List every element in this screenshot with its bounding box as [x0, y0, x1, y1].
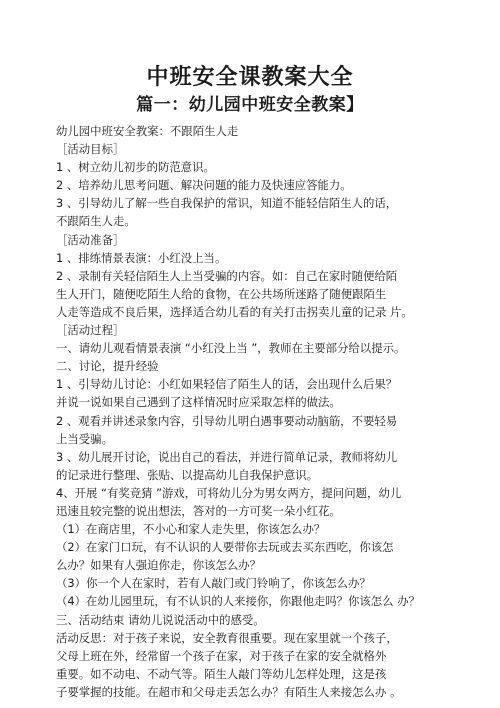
text-line: 子要掌握的技能。在超市和父母走丢怎么办？有陌生人来接怎么办 。	[56, 684, 402, 699]
text-line: 3 、引导幼儿了解一些自我保护的常识，知道不能轻信陌生人的话，	[56, 196, 398, 211]
text-line: 不跟陌生人走。	[56, 214, 136, 229]
text-line: 父母上班在外，经常留一个孩子在家，对于孩子在家的安全就格外	[56, 648, 387, 663]
text-line: 2 、观看并讲述录象内容，引导幼儿明白遇事要动动脑筋，不要轻易	[56, 413, 398, 428]
text-line: 4、开展 “有奖竞猜 ”游戏，可将幼儿分为男女两方，提问问题，幼儿	[56, 485, 402, 500]
page-subtitle: 篇一：幼儿园中班安全教案】	[136, 95, 364, 115]
text-line: 幼儿园中班安全教案：不跟陌生人走	[56, 124, 239, 138]
document-body	[56, 122, 476, 701]
text-line: 3 、幼儿展开讨论，说出自己的看法，并进行简单记录，教师将幼儿	[56, 449, 398, 464]
text-line: （1）在商店里，不小心和家人走失里，你该怎么办？	[56, 522, 326, 537]
text-line: 活动反思：对于孩子来说，安全教育很重要。现在家里就一个孩子，	[56, 630, 398, 645]
text-line: 二、讨论，提升经验	[56, 359, 159, 374]
page-title: 中班安全课教案大全	[146, 65, 354, 90]
text-line: 迅速且较完整的说出想法，答对的一方可奖一朵小红花。	[56, 503, 341, 518]
text-line: 2 、培养幼儿思考问题、解决问题的能力及快速应答能力。	[56, 178, 352, 193]
text-line: 人走等造成不良后果，选择适合幼儿看的有关打击拐卖儿童的记录 片。	[56, 304, 413, 319]
text-line: 1 、排练情景表演：小红没上当。	[56, 250, 227, 265]
text-line: 一、请幼儿观看情景表演 “小红没上当 ”，教师在主要部分给以提示。	[56, 341, 406, 356]
text-line: 2 、录制有关轻信陌生人上当受骗的内容。如：自己在家时随便给陌	[56, 268, 398, 283]
text-line: 的记录进行整理、张贴、以提高幼儿自我保护意识。	[56, 467, 318, 482]
text-line: 1 、树立幼儿初步的防范意识。	[56, 160, 215, 175]
text-line: （4）在幼儿园里玩，有不认识的人来接你，你跟他走吗？你该怎么 办？	[56, 594, 420, 609]
text-line: 并说一说如果自己遇到了这样情况时应采取怎样的做法。	[56, 395, 341, 410]
text-line: 三、活动结束 请幼儿说说活动中的感受。	[56, 612, 265, 627]
text-line: ［活动准备］	[56, 232, 125, 247]
text-line: 1 、引导幼儿讨论：小红如果轻信了陌生人的话，会出现什么后果？	[56, 377, 398, 392]
text-line: ［活动目标］	[56, 142, 125, 157]
text-line: 重要。如不动电、不动气等。陌生人敲门等幼儿怎样处理，这是孩	[56, 666, 387, 681]
text-line: 生人开门，随便吃陌生人给的食物，在公共场所迷路了随便跟陌生	[56, 286, 387, 301]
text-line: ［活动过程］	[56, 323, 125, 338]
text-line: 么办？如果有人强迫你走，你该怎么办？	[56, 558, 262, 573]
text-line: 上当受骗。	[56, 431, 113, 446]
text-line: （3）你一个人在家时，若有人敲门或门铃响了，你该怎么办？	[56, 576, 371, 591]
text-line: （2）在家门口玩，有不认识的人要带你去玩或去买东西吃，你该怎	[56, 540, 394, 555]
